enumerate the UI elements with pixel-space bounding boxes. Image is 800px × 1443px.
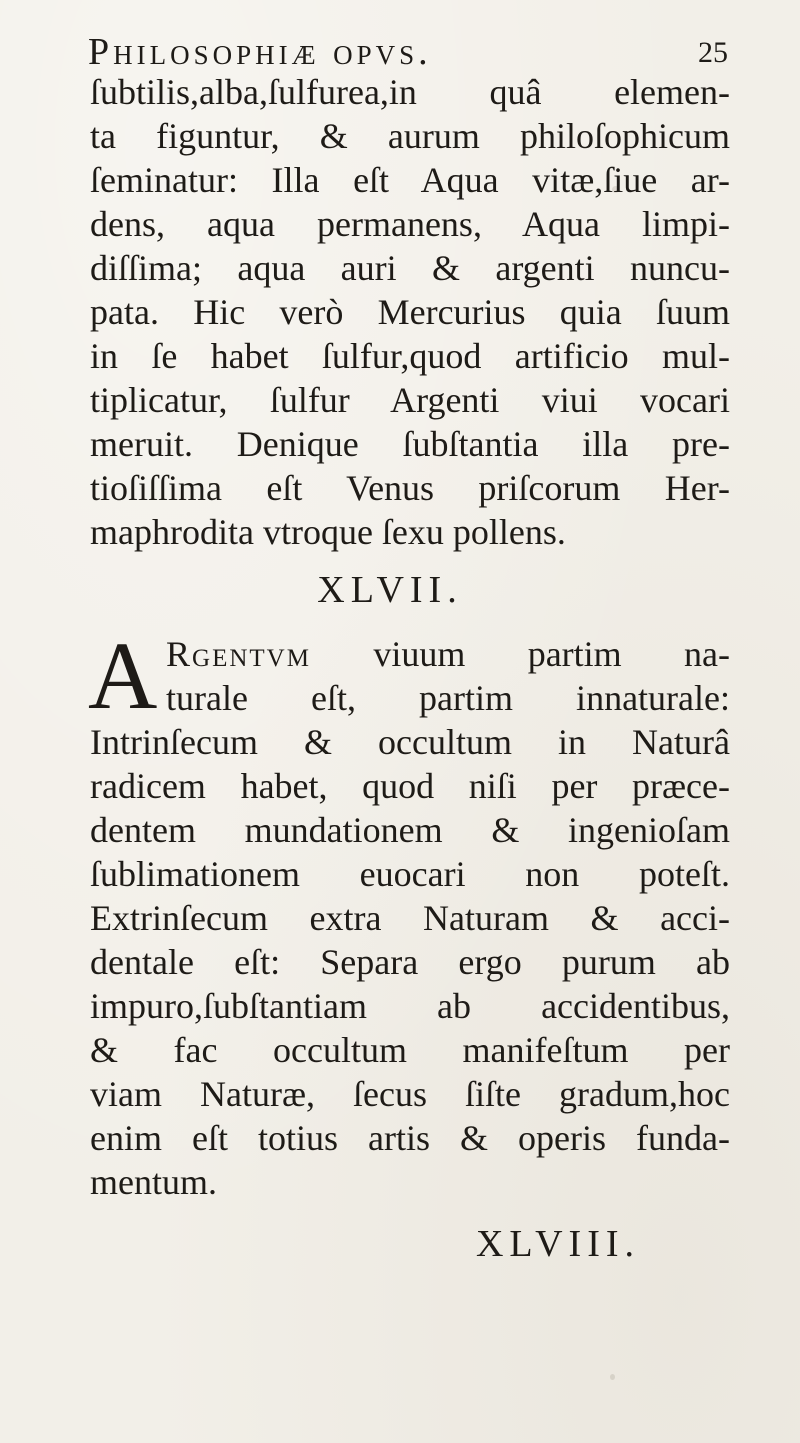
section-heading-xlvii: XLVII. (317, 569, 463, 611)
text-line: & fac occultum manifeſtum per (90, 1030, 730, 1070)
text-line: dentem mundationem & ingenioſam (90, 810, 730, 850)
text-line: ſeminatur: Illa eſt Aqua vitæ,ſiue ar- (90, 160, 730, 200)
opening-word: Rgentvm (166, 634, 311, 674)
text-line: tiplicatur, ſulfur Argenti viui vocari (90, 380, 730, 420)
text-line: dens, aqua permanens, Aqua limpi- (90, 204, 730, 244)
paragraph-1 (90, 70, 730, 554)
text-line: ſublimationem euocari non poteſt. (90, 854, 730, 894)
opening-line-rest: viuum partim na- (373, 634, 730, 674)
text-line: Extrinſecum extra Naturam & acci- (90, 898, 730, 938)
text-line: meruit. Denique ſubſtantia illa pre- (90, 424, 730, 464)
paragraph-2-opening (166, 632, 730, 720)
section-heading-xlviii: XLVIII. (475, 1223, 641, 1265)
text-line: in ſe habet ſulfur,quod artificio mul- (90, 336, 730, 376)
text-line: ſubtilis,alba,ſulfurea,in quâ elemen- (90, 72, 730, 112)
text-line: turale eſt, partim innaturale: (166, 678, 730, 718)
drop-cap: A (88, 622, 158, 729)
text-line: maphrodita vtroque ſexu pollens. (90, 512, 566, 552)
text-line: viam Naturæ, ſecus ſiſte gradum,hoc (90, 1074, 730, 1114)
drop-cap-block (88, 622, 158, 729)
page-number: 25 (698, 36, 728, 69)
text-line: dentale eſt: Separa ergo purum ab (90, 942, 730, 982)
text-line: mentum. (90, 1162, 217, 1202)
text-line: impuro,ſubſtantiam ab accidentibus, (90, 986, 730, 1026)
text-line (166, 632, 730, 676)
text-line: Intrinſecum & occultum in Naturâ (90, 722, 730, 762)
text-line: tioſiſſima eſt Venus priſcorum Her- (90, 468, 730, 508)
text-line: radicem habet, quod niſi per præce- (90, 766, 730, 806)
text-line: ta figuntur, & aurum philoſophicum (90, 116, 730, 156)
text-line: diſſima; aqua auri & argenti nuncu- (90, 248, 730, 288)
paragraph-2 (90, 720, 730, 1204)
text-line: pata. Hic verò Mercurius quia ſuum (90, 292, 730, 332)
running-head: Philosophiæ opvs. (88, 31, 432, 73)
page-header (88, 30, 728, 74)
text-line: enim eſt totius artis & operis funda- (90, 1118, 730, 1158)
paper-stain (610, 1374, 615, 1380)
